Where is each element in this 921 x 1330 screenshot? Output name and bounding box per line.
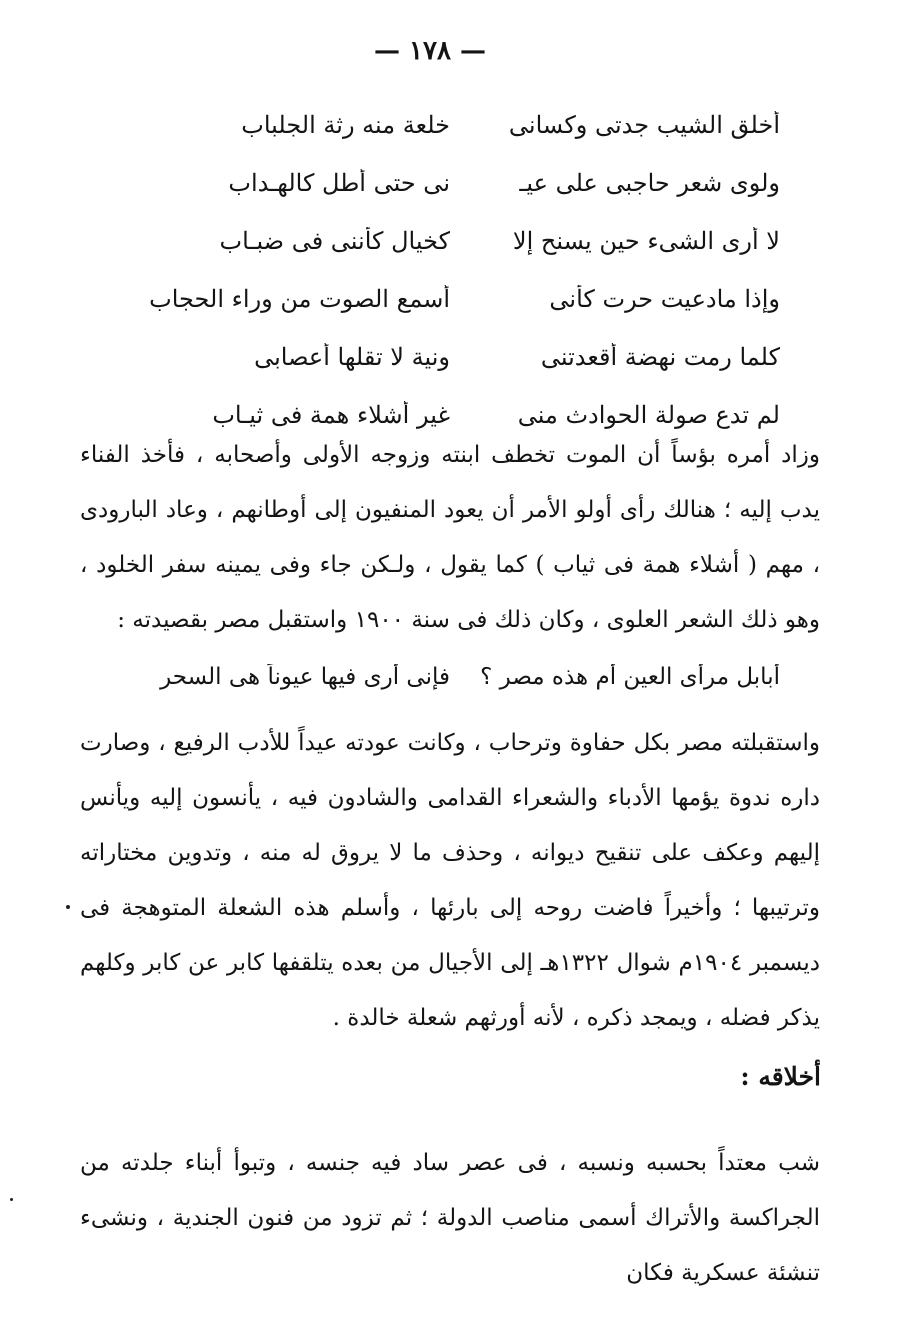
body-paragraph: وزاد أمره بؤساً أن الموت تخطف ابنته وزوجه الأولى وأصحابه ، فأخذ الفناء يدب إليه ؛ هنالك رأى أولو الأمر أن يعود المنفيون إلى أوطانهم ، وعاد البارودى ، مهم ( أشلاء همة فى ثياب ) كما يقول ، ولـكن جاء وفى يمينه سفر الخلود ، وهو ذلك الشعر العلوى ، وكان ذلك فى سنة ١٩٠٠ واستقبل مصر بقصيدته : xyxy=(80,442,820,633)
ink-speck xyxy=(10,1198,13,1201)
poem-verse xyxy=(140,212,780,270)
verse-first-hemistich: وإذا مادعيت حرت كأنى xyxy=(549,285,780,313)
section-heading: أخلاقه : xyxy=(740,1062,821,1091)
quoted-verse xyxy=(140,652,780,702)
poem-verse xyxy=(140,154,780,212)
verse-second-hemistich: فإنى أرى فيها عيوناً هى السحر xyxy=(160,664,450,690)
verse-second-hemistich: أسمع الصوت من وراء الحجاب xyxy=(149,285,450,313)
verse-first-hemistich: كلما رمت نهضة أقعدتنى xyxy=(540,343,780,371)
verse-first-hemistich: أبابل مرأى العين أم هذه مصر ؟ xyxy=(480,664,780,690)
poem-verse xyxy=(140,328,780,386)
ink-speck xyxy=(66,905,70,909)
body-paragraph: شب معتداً بحسبه ونسبه ، فى عصر ساد فيه جنسه ، وتبوأ أبناء جلدته من الجراكسة والأتراك أسمى مناصب الدولة ؛ ثم تزود من فنون الجندية ، ونشىء تنشئة عسكرية فكان xyxy=(80,1150,820,1286)
verse-second-hemistich: كخيال كأننى فى ضبـاب xyxy=(219,227,450,255)
verse-second-hemistich: ونية لا تقلها أعصابى xyxy=(254,343,450,371)
verse-second-hemistich: خلعة منه رثة الجلباب xyxy=(241,111,450,139)
verse-first-hemistich: لم تدع صولة الحوادث منى xyxy=(517,401,780,429)
verse-first-hemistich: لا أرى الشىء حين يسنح إلا xyxy=(512,227,780,255)
verse-first-hemistich: أخلق الشيب جدتى وكسانى xyxy=(508,111,780,139)
verse-second-hemistich: غير أشلاء همة فى ثيـاب xyxy=(212,401,450,429)
poem-verse xyxy=(140,270,780,328)
verse-first-hemistich: ولوى شعر حاجبى على عيـ xyxy=(519,169,780,197)
poem-verse xyxy=(140,96,780,154)
poem-block xyxy=(140,96,780,444)
page-number: — ١٧٨ — xyxy=(373,36,487,66)
verse-second-hemistich: نى حتى أطل كالهـداب xyxy=(228,169,450,197)
body-paragraph: واستقبلته مصر بكل حفاوة وترحاب ، وكانت عودته عيداً للأدب الرفيع ، وصارت داره ندوة يؤمها الأدباء والشعراء القدامى والشادون فيه ، يأنسون إليه ويأنس إليهم وعكف على تنقيح ديوانه ، وحذف ما لا يروق له منه ، وتدوين مختاراته وترتيبها ؛ وأخيراً فاضت روحه إلى بارئها ، وأسلم هذه الشعلة المتوهجة فى ديسمبر ١٩٠٤م شوال ١٣٢٢هـ إلى الأجيال من بعده يتلقفها كابر عن كابر وكلهم يذكر فضله ، ويمجد ذكره ، لأنه أورثهم شعلة خالدة . xyxy=(80,730,821,1031)
